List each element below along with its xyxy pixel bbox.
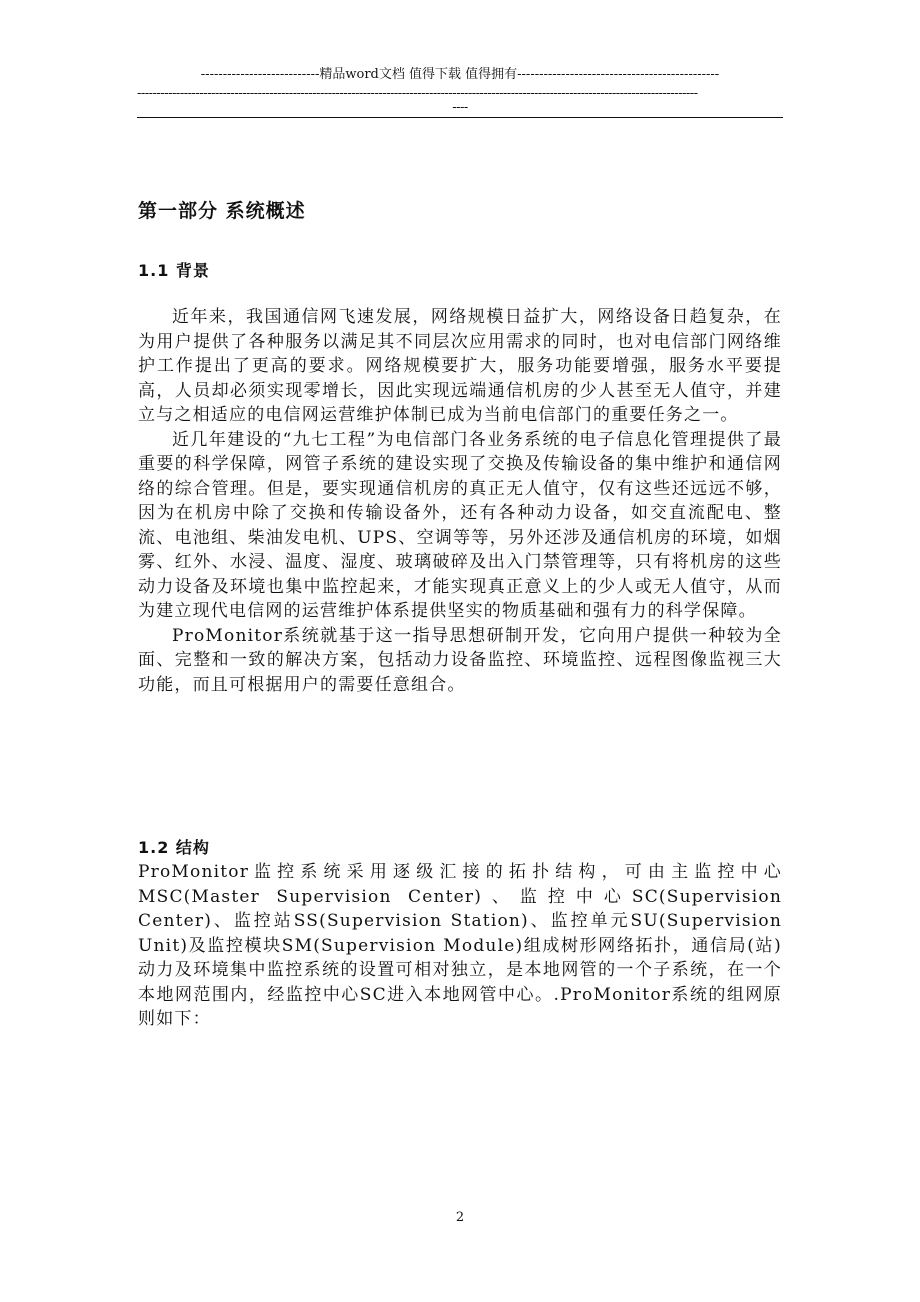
paragraph-background-2: 近几年建设的“九七工程”为电信部门各业务系统的电子信息化管理提供了最重要的科学保障，网管子系统的建设实现了交换及传输设备的集中维护和通信网络的综合管理。但是，要实现通信机房的真正无人值守，仅有这些还远远不够，因为在机房中除了交换和传输设备外，还有各种动力设备，如交直流配电、整流、电池组、柴油发电机、UPS、空调等等，另外还涉及通信机房的环境，如烟雾、红外、水浸、温度、湿度、玻璃破碎及出入门禁管理等，只有将机房的这些动力设备及环境也集中监控起来，才能实现真正意义上的少人或无人值守，从而为建立现代电信网的运营维护体系提供坚实的物质基础和强有力的科学保障。 xyxy=(138,429,782,621)
page-header-dash-tail: ---- xyxy=(452,100,468,115)
header-rule xyxy=(137,117,783,118)
section-title-background: 1.1 背景 xyxy=(138,261,210,280)
page-header-banner: ---------------------------精品word文档 值得下载 值得拥有---------------------------------------------- xyxy=(200,67,720,82)
part-title: 第一部分 系统概述 xyxy=(138,200,306,222)
page-header-dash-line: ------------------------------------------------------------------------------------------------------------------------------------------------ xyxy=(137,86,698,101)
page-number: 2 xyxy=(455,1210,465,1225)
paragraph-background-3: ProMonitor系统就基于这一指导思想研制开发，它向用户提供一种较为全面、完整和一致的解决方案，包括动力设备监控、环境监控、远程图像监视三大功能，而且可根据用户的需要任意组合。 xyxy=(138,625,782,695)
paragraph-background-1: 近年来，我国通信网飞速发展，网络规模日益扩大，网络设备日趋复杂，在为用户提供了各种服务以满足其不同层次应用需求的同时，也对电信部门网络维护工作提出了更高的要求。网络规模要扩大，服务功能要增强，服务水平要提高，人员却必须实现零增长，因此实现远端通信机房的少人甚至无人值守，并建立与之相适应的电信网运营维护体制已成为当前电信部门的重要任务之一。 xyxy=(138,307,782,425)
paragraph-structure-1: ProMonitor监控系统采用逐级汇接的拓扑结构，可由主监控中心MSC(Master Supervision Center)、监控中心SC(Supervision Center)、监控站SS(Supervision Station)、监控单元SU(Supervision Unit)及监控模块SM(Supervision Module)组成树形网络拓扑，通信局(站)动力及环境集中监控系统的设置可相对独立，是本地网管的一个子系统，在一个本地网范围内，经监控中心SC进入本地网管中心。.ProMonitor系统的组网原则如下： xyxy=(138,862,782,1029)
section-body-structure xyxy=(138,860,782,1032)
section-title-structure: 1.2 结构 xyxy=(138,838,210,857)
section-body-background xyxy=(138,305,782,697)
